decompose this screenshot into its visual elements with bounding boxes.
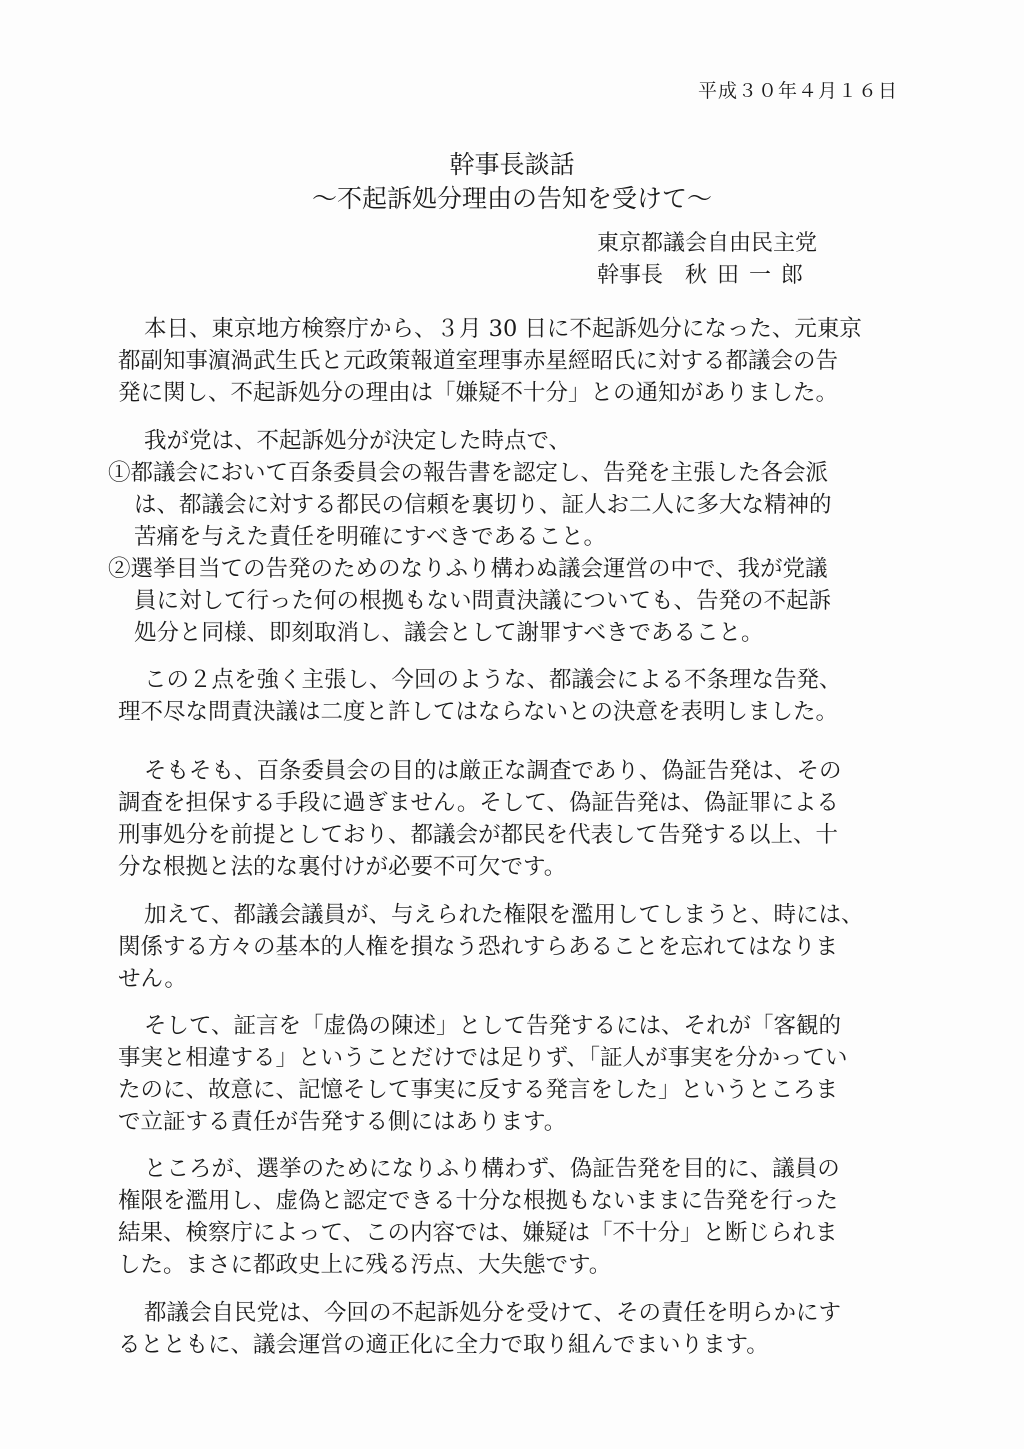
document-title [0, 148, 1024, 216]
list-item-1 [108, 457, 832, 553]
paragraph-line: 加えて、都議会議員が、与えられた権限を濫用してしまうと、時には、 [144, 902, 864, 928]
list-item-line: 員に対して行った何の根拠もない問責決議についても、告発の不起訴 [134, 588, 832, 614]
paragraph-line: 発に関し、不起訴処分の理由は「嫌疑不十分」との通知がありました。 [118, 380, 839, 406]
paragraph-line: 権限を濫用し、虚偽と認定できる十分な根拠もないままに告発を行った [118, 1188, 839, 1214]
paragraph-3 [118, 664, 842, 728]
paragraph-line: 理不尽な問責決議は二度と許してはならないとの決意を表明しました。 [118, 699, 839, 725]
signature-organization: 東京都議会自由民主党 [597, 231, 818, 256]
document-date: 平成３０年４月１６日 [697, 80, 898, 102]
paragraph-2 [118, 425, 571, 457]
paragraph-7 [118, 1153, 840, 1281]
paragraph-line: せん。 [118, 966, 187, 992]
paragraph-line: 結果、検察庁によって、この内容では、嫌疑は「不十分」と断じられま [118, 1220, 838, 1246]
paragraph-line: 調査を担保する手段に過ぎません。そして、偽証告発は、偽証罪による [118, 790, 839, 816]
paragraph-8 [118, 1297, 841, 1361]
paragraph-line: 本日、東京地方検察庁から、３月 30 日に不起訴処分になった、元東京 [144, 316, 862, 342]
paragraph-line: 関係する方々の基本的人権を損なう恐れすらあることを忘れてはなりま [118, 934, 839, 960]
paragraph-line: で立証する責任が告発する側にはあります。 [118, 1109, 567, 1135]
list-item-line: 処分と同様、即刻取消し、議会として謝罪すべきであること。 [134, 620, 764, 646]
paragraph-line: この２点を強く主張し、今回のような、都議会による不条理な告発、 [144, 667, 842, 693]
signature-person [597, 260, 817, 292]
list-item-line: は、都議会に対する都民の信頼を裏切り、証人お二人に多大な精神的 [134, 492, 832, 518]
signature-position: 幹事長 [597, 263, 664, 288]
title-subtitle: ～不起訴処分理由の告知を受けて～ [311, 184, 712, 213]
paragraph-4 [118, 755, 842, 883]
signature-block [597, 228, 817, 292]
paragraph-5 [118, 899, 864, 995]
signature-name: 秋田一郎 [685, 263, 814, 288]
paragraph-line: した。まさに都政史上に残る汚点、大失態です。 [118, 1252, 612, 1278]
paragraph-line: そして、証言を「虚偽の陳述」として告発するには、それが「客観的 [144, 1013, 842, 1039]
list-item-2 [108, 553, 832, 649]
paragraph-line: 分な根拠と法的な裏付けが必要不可欠です。 [118, 854, 567, 880]
paragraph-line: 刑事処分を前提としており、都議会が都民を代表して告発する以上、十 [118, 822, 839, 848]
paragraph-line: 我が党は、不起訴処分が決定した時点で、 [144, 428, 572, 454]
paragraph-line: そもそも、百条委員会の目的は厳正な調査であり、偽証告発は、その [144, 758, 842, 784]
paragraph-line: 事実と相違する」ということだけでは足りず、「証人が事実を分かってい [118, 1045, 848, 1071]
paragraph-1 [118, 313, 862, 409]
paragraph-line: 都議会自民党は、今回の不起訴処分を受けて、その責任を明らかにす [144, 1300, 842, 1326]
paragraph-line: るとともに、議会運営の適正化に全力で取り組んでまいります。 [118, 1332, 769, 1358]
list-item-line: ②選挙目当ての告発のためのなりふり構わぬ議会運営の中で、我が党議 [108, 556, 828, 582]
title-main: 幹事長談話 [449, 150, 575, 179]
paragraph-line: たのに、故意に、記憶そして事実に反する発言をした」というところま [118, 1077, 839, 1103]
paragraph-6 [118, 1010, 847, 1138]
list-item-line: ①都議会において百条委員会の報告書を認定し、告発を主張した各会派 [108, 460, 829, 486]
list-item-line: 苦痛を与えた責任を明確にすべきであること。 [134, 524, 607, 550]
paragraph-line: ところが、選挙のためになりふり構わず、偽証告発を目的に、議員の [144, 1156, 840, 1182]
paragraph-line: 都副知事濵渦武生氏と元政策報道室理事赤星經昭氏に対する都議会の告 [118, 348, 839, 374]
